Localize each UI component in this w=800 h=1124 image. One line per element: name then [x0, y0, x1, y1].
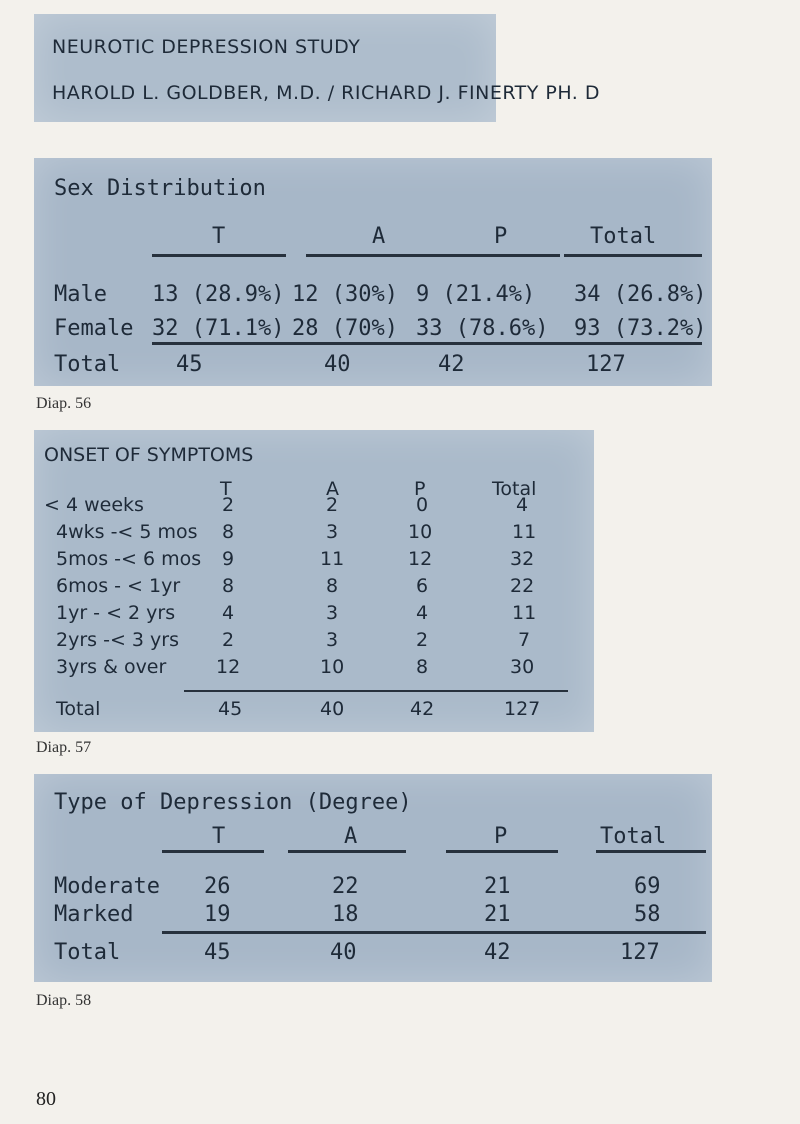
row-label: 5mos -< 6 mos	[56, 548, 202, 570]
table-cell: 2	[222, 629, 235, 651]
table-cell: 0	[416, 494, 429, 516]
table-cell: 3	[326, 629, 339, 651]
caption-diap-56: Diap. 56	[36, 395, 92, 412]
table-cell: 8	[416, 656, 429, 678]
row-label-marked: Marked	[54, 902, 134, 927]
row-label-total: Total	[54, 352, 121, 377]
sex-distribution-slide	[34, 158, 712, 386]
table-cell: 58	[634, 902, 661, 927]
column-header-total: Total	[492, 478, 537, 500]
table-cell: 6	[416, 575, 429, 597]
row-label-moderate: Moderate	[54, 874, 160, 899]
table-cell: 93 (73.2%)	[574, 316, 707, 341]
table-cell: 21	[484, 902, 511, 927]
table-cell: 2	[416, 629, 429, 651]
table-cell: 4	[516, 494, 529, 516]
column-header-t: T	[212, 824, 226, 849]
table-cell: 40	[320, 698, 345, 720]
table-cell: 8	[222, 521, 235, 543]
column-header-a: A	[344, 824, 358, 849]
column-header-t: T	[212, 224, 226, 249]
table-cell: 4	[416, 602, 429, 624]
table-cell: 40	[324, 352, 351, 377]
table-cell: 45	[204, 940, 231, 965]
table-cell: 11	[320, 548, 345, 570]
row-label: 3yrs & over	[56, 656, 167, 678]
header-rule	[446, 850, 558, 853]
table-cell: 22	[332, 874, 359, 899]
title-slide	[34, 14, 601, 122]
table-cell: 2	[326, 494, 339, 516]
caption-diap-57: Diap. 57	[36, 739, 92, 756]
row-label: 2yrs -< 3 yrs	[56, 629, 179, 651]
table-cell: 45	[218, 698, 243, 720]
row-label: 1yr - < 2 yrs	[56, 602, 176, 624]
table-cell: 18	[332, 902, 359, 927]
row-label-total: Total	[56, 698, 101, 720]
column-header-total: Total	[600, 824, 667, 849]
table-cell: 12	[216, 656, 241, 678]
row-label-male: Male	[54, 282, 107, 307]
column-header-a: A	[372, 224, 386, 249]
table-cell: 12	[408, 548, 433, 570]
page-number: 80	[36, 1088, 56, 1110]
column-header-t: T	[220, 478, 232, 500]
table-cell: 21	[484, 874, 511, 899]
total-rule	[184, 690, 568, 692]
table-cell: 127	[586, 352, 626, 377]
row-label: < 4 weeks	[44, 494, 144, 516]
row-label: 6mos - < 1yr	[56, 575, 181, 597]
table-cell: 34 (26.8%)	[574, 282, 707, 307]
type-of-depression-slide	[34, 774, 712, 982]
row-label: 4wks -< 5 mos	[56, 521, 198, 543]
table-cell: 3	[326, 602, 339, 624]
header-rule	[288, 850, 406, 853]
table-cell: 127	[504, 698, 541, 720]
table-cell: 3	[326, 521, 339, 543]
column-header-total: Total	[590, 224, 657, 249]
sex-distribution-title: Sex Distribution	[54, 176, 266, 201]
header-rule	[428, 254, 560, 257]
column-header-p: P	[414, 478, 426, 500]
table-cell: 10	[408, 521, 433, 543]
table-cell: 10	[320, 656, 345, 678]
table-cell: 42	[410, 698, 435, 720]
table-cell: 8	[222, 575, 235, 597]
table-cell: 26	[204, 874, 231, 899]
header-rule	[306, 254, 436, 257]
row-label-female: Female	[54, 316, 134, 341]
study-title: NEUROTIC DEPRESSION STUDY	[52, 36, 361, 58]
header-rule	[162, 850, 264, 853]
table-cell: 127	[620, 940, 660, 965]
caption-diap-58: Diap. 58	[36, 992, 92, 1009]
study-authors: HAROLD L. GOLDBER, M.D. / RICHARD J. FINERTY PH. D	[52, 82, 601, 104]
column-header-a: A	[326, 478, 339, 500]
table-cell: 42	[484, 940, 511, 965]
table-cell: 32	[510, 548, 535, 570]
table-cell: 8	[326, 575, 339, 597]
column-header-p: P	[494, 824, 508, 849]
onset-title: ONSET OF SYMPTOMS	[44, 444, 254, 466]
table-cell: 42	[438, 352, 465, 377]
table-cell: 2	[222, 494, 235, 516]
table-cell: 12 (30%)	[292, 282, 398, 307]
table-cell: 40	[330, 940, 357, 965]
table-cell: 32 (71.1%)	[152, 316, 285, 341]
table-cell: 4	[222, 602, 235, 624]
table-cell: 28 (70%)	[292, 316, 398, 341]
total-rule	[152, 342, 702, 345]
total-rule	[162, 931, 706, 934]
table-cell: 9 (21.4%)	[416, 282, 536, 307]
table-cell: 19	[204, 902, 231, 927]
header-rule	[564, 254, 702, 257]
table-cell: 7	[518, 629, 531, 651]
table-cell: 11	[512, 602, 537, 624]
table-cell: 9	[222, 548, 235, 570]
table-cell: 13 (28.9%)	[152, 282, 285, 307]
onset-slide	[34, 430, 594, 732]
table-cell: 22	[510, 575, 535, 597]
table-cell: 69	[634, 874, 661, 899]
table-cell: 30	[510, 656, 535, 678]
table-cell: 11	[512, 521, 537, 543]
header-rule	[152, 254, 286, 257]
header-rule	[596, 850, 706, 853]
row-label-total: Total	[54, 940, 121, 965]
table-cell: 45	[176, 352, 203, 377]
type-depression-title: Type of Depression (Degree)	[54, 790, 412, 815]
table-cell: 33 (78.6%)	[416, 316, 549, 341]
column-header-p: P	[494, 224, 508, 249]
